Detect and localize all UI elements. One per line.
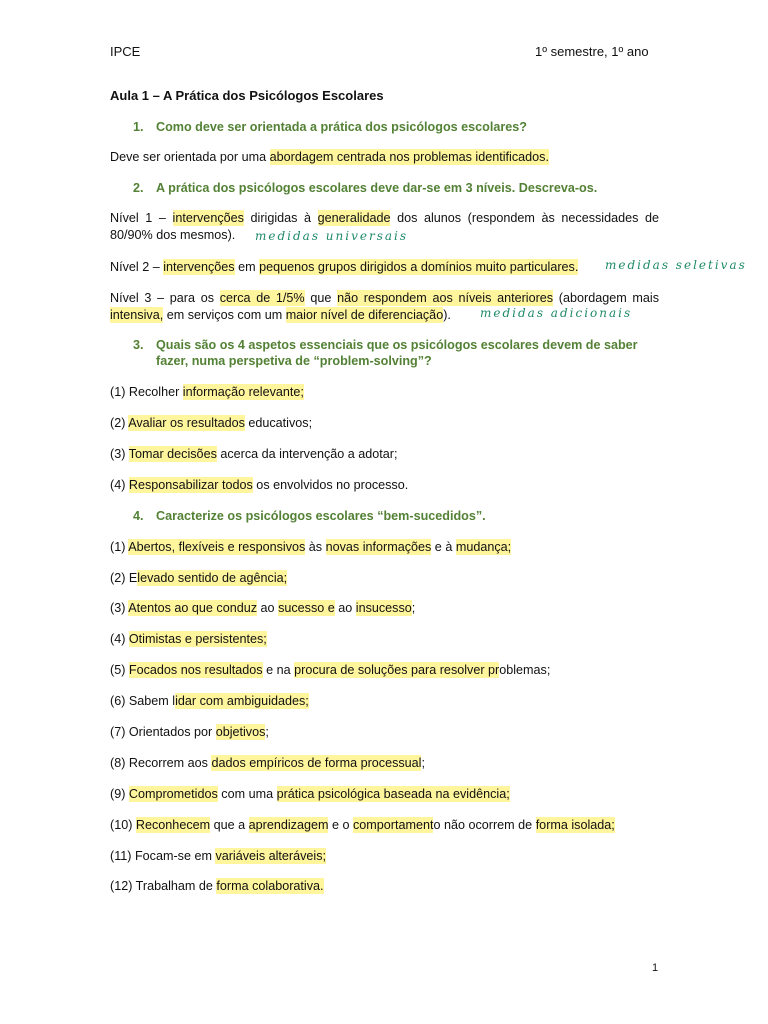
text-run: (9) bbox=[110, 787, 129, 801]
highlight: idar com ambiguidades; bbox=[175, 694, 309, 708]
question-4 bbox=[133, 508, 658, 524]
text-run: em serviços com um bbox=[163, 308, 286, 322]
level-2-paragraph bbox=[110, 259, 659, 276]
list-item bbox=[110, 415, 659, 432]
question-number: 3. bbox=[133, 338, 144, 352]
text-run: (10) bbox=[110, 818, 136, 832]
text-run: em bbox=[234, 260, 260, 274]
question-number: 2. bbox=[133, 181, 144, 195]
text-run: (4) bbox=[110, 632, 129, 646]
text-run: (11) Focam-se em bbox=[110, 849, 216, 863]
highlight: dados empíricos de forma processual bbox=[211, 756, 422, 770]
text-run: acerca da intervenção a adotar; bbox=[216, 447, 398, 461]
highlight: novas informações bbox=[325, 540, 432, 554]
question-1 bbox=[133, 119, 658, 135]
text-run: com uma bbox=[217, 787, 277, 801]
text-run: (2) bbox=[110, 416, 129, 430]
header-semester: 1º semestre, 1º ano bbox=[535, 44, 649, 59]
highlight: forma colaborativa. bbox=[216, 879, 324, 893]
highlight: procura de soluções para resolver pr bbox=[294, 663, 500, 677]
highlight: intensiva, bbox=[110, 308, 164, 322]
question-number: 1. bbox=[133, 120, 144, 134]
question-text: Quais são os 4 aspetos essenciais que os psicólogos escolares devem de saber fazer, numa perspetiva de “problem-solving”? bbox=[156, 338, 638, 368]
handwritten-note-selective: medidas seletivas bbox=[605, 258, 747, 272]
text-run: ao bbox=[334, 601, 356, 615]
highlight: abordagem centrada nos problemas identificados. bbox=[269, 150, 549, 164]
text-run: ; bbox=[421, 756, 425, 770]
text-run: ; bbox=[265, 725, 269, 739]
highlight: intervenções bbox=[172, 211, 244, 225]
highlight: levado sentido de agência; bbox=[137, 571, 288, 585]
list-item bbox=[110, 662, 659, 679]
text-run: e na bbox=[262, 663, 295, 677]
lesson-title: Aula 1 – A Prática dos Psicólogos Escolares bbox=[110, 88, 384, 103]
highlight: intervenções bbox=[163, 260, 235, 274]
text-run: dirigidas à bbox=[243, 211, 318, 225]
question-text: A prática dos psicólogos escolares deve dar-se em 3 níveis. Descreva-os. bbox=[156, 181, 598, 195]
text-run: ao bbox=[257, 601, 279, 615]
list-item bbox=[110, 539, 659, 556]
question-text: Como deve ser orientada a prática dos psicólogos escolares? bbox=[156, 120, 527, 134]
highlight: pequenos grupos dirigidos a domínios muito particulares. bbox=[259, 260, 579, 274]
highlight: Responsabilizar todos bbox=[128, 478, 253, 492]
highlight: variáveis alteráveis; bbox=[215, 849, 327, 863]
text-run: Deve ser orientada por uma bbox=[110, 150, 270, 164]
text-run: que a bbox=[210, 818, 249, 832]
highlight: Reconhecem bbox=[135, 818, 211, 832]
text-run: (6) Sabem l bbox=[110, 694, 176, 708]
header-course: IPCE bbox=[110, 44, 141, 59]
text-run: Nível 3 – para os bbox=[110, 291, 220, 305]
text-run: ; bbox=[411, 601, 416, 615]
text-run: e à bbox=[431, 540, 456, 554]
question-2 bbox=[133, 180, 658, 196]
text-run: (7) Orientados por bbox=[110, 725, 216, 739]
list-item bbox=[110, 755, 659, 772]
question-3 bbox=[133, 337, 658, 369]
text-run: (1) bbox=[110, 540, 129, 554]
text-run: (2) E bbox=[110, 571, 138, 585]
highlight: maior nível de diferenciação bbox=[285, 308, 444, 322]
list-item bbox=[110, 724, 659, 741]
text-run: (3) bbox=[110, 601, 129, 615]
highlight: generalidade bbox=[317, 211, 391, 225]
text-run: (1) Recolher bbox=[110, 385, 183, 399]
highlight: sucesso e bbox=[278, 601, 335, 615]
highlight: Tomar decisões bbox=[128, 447, 217, 461]
text-run: os envolvidos no processo. bbox=[252, 478, 409, 492]
highlight: Comprometidos bbox=[128, 787, 218, 801]
text-run: educativos; bbox=[244, 416, 313, 430]
text-run: (3) bbox=[110, 447, 129, 461]
text-run: o não ocorrem de bbox=[433, 818, 536, 832]
question-number: 4. bbox=[133, 509, 144, 523]
page-number: 1 bbox=[652, 962, 659, 974]
highlight: Atentos ao que conduz bbox=[128, 601, 258, 615]
list-item bbox=[110, 446, 659, 463]
list-item bbox=[110, 600, 659, 617]
list-item bbox=[110, 570, 659, 587]
list-item bbox=[110, 631, 659, 648]
text-run: Nível 1 – bbox=[110, 211, 173, 225]
list-item bbox=[110, 693, 659, 710]
highlight: Avaliar os resultados bbox=[128, 416, 245, 430]
text-run: (4) bbox=[110, 478, 129, 492]
highlight: forma isolada; bbox=[535, 818, 615, 832]
answer-1 bbox=[110, 149, 659, 166]
highlight: informação relevante; bbox=[182, 385, 304, 399]
highlight: insucesso bbox=[355, 601, 412, 615]
text-run: (5) bbox=[110, 663, 129, 677]
text-run: ). bbox=[443, 308, 451, 322]
text-run: às bbox=[305, 540, 326, 554]
highlight: prática psicológica baseada na evidência; bbox=[276, 787, 510, 801]
list-item bbox=[110, 786, 659, 803]
list-item bbox=[110, 384, 659, 401]
text-run: que bbox=[304, 291, 338, 305]
text-run: (abordagem mais bbox=[553, 291, 659, 305]
list-item bbox=[110, 477, 659, 494]
text-run: (12) Trabalham de bbox=[110, 879, 217, 893]
list-item bbox=[110, 848, 659, 865]
highlight: mudança; bbox=[455, 540, 512, 554]
highlight: Abertos, flexíveis e responsivos bbox=[128, 540, 306, 554]
handwritten-note-additional: medidas adicionais bbox=[480, 306, 633, 320]
list-item bbox=[110, 878, 659, 895]
highlight: aprendizagem bbox=[248, 818, 329, 832]
highlight: Focados nos resultados bbox=[128, 663, 263, 677]
text-run: dos alunos (respondem às necessidades de 80/90% dos mesmos). bbox=[110, 211, 660, 242]
highlight: comportament bbox=[352, 818, 434, 832]
highlight: cerca de 1/5% bbox=[219, 291, 305, 305]
highlight: objetivos bbox=[215, 725, 266, 739]
text-run: Nível 2 – bbox=[110, 260, 164, 274]
highlight: não respondem aos níveis anteriores bbox=[337, 291, 554, 305]
highlight: Otimistas e persistentes; bbox=[128, 632, 267, 646]
list-item bbox=[110, 817, 659, 834]
text-run: (8) Recorrem aos bbox=[110, 756, 212, 770]
text-run: e o bbox=[328, 818, 353, 832]
handwritten-note-universal: medidas universais bbox=[255, 229, 409, 243]
text-run: oblemas; bbox=[499, 663, 551, 677]
question-text: Caracterize os psicólogos escolares “bem-sucedidos”. bbox=[156, 509, 486, 523]
